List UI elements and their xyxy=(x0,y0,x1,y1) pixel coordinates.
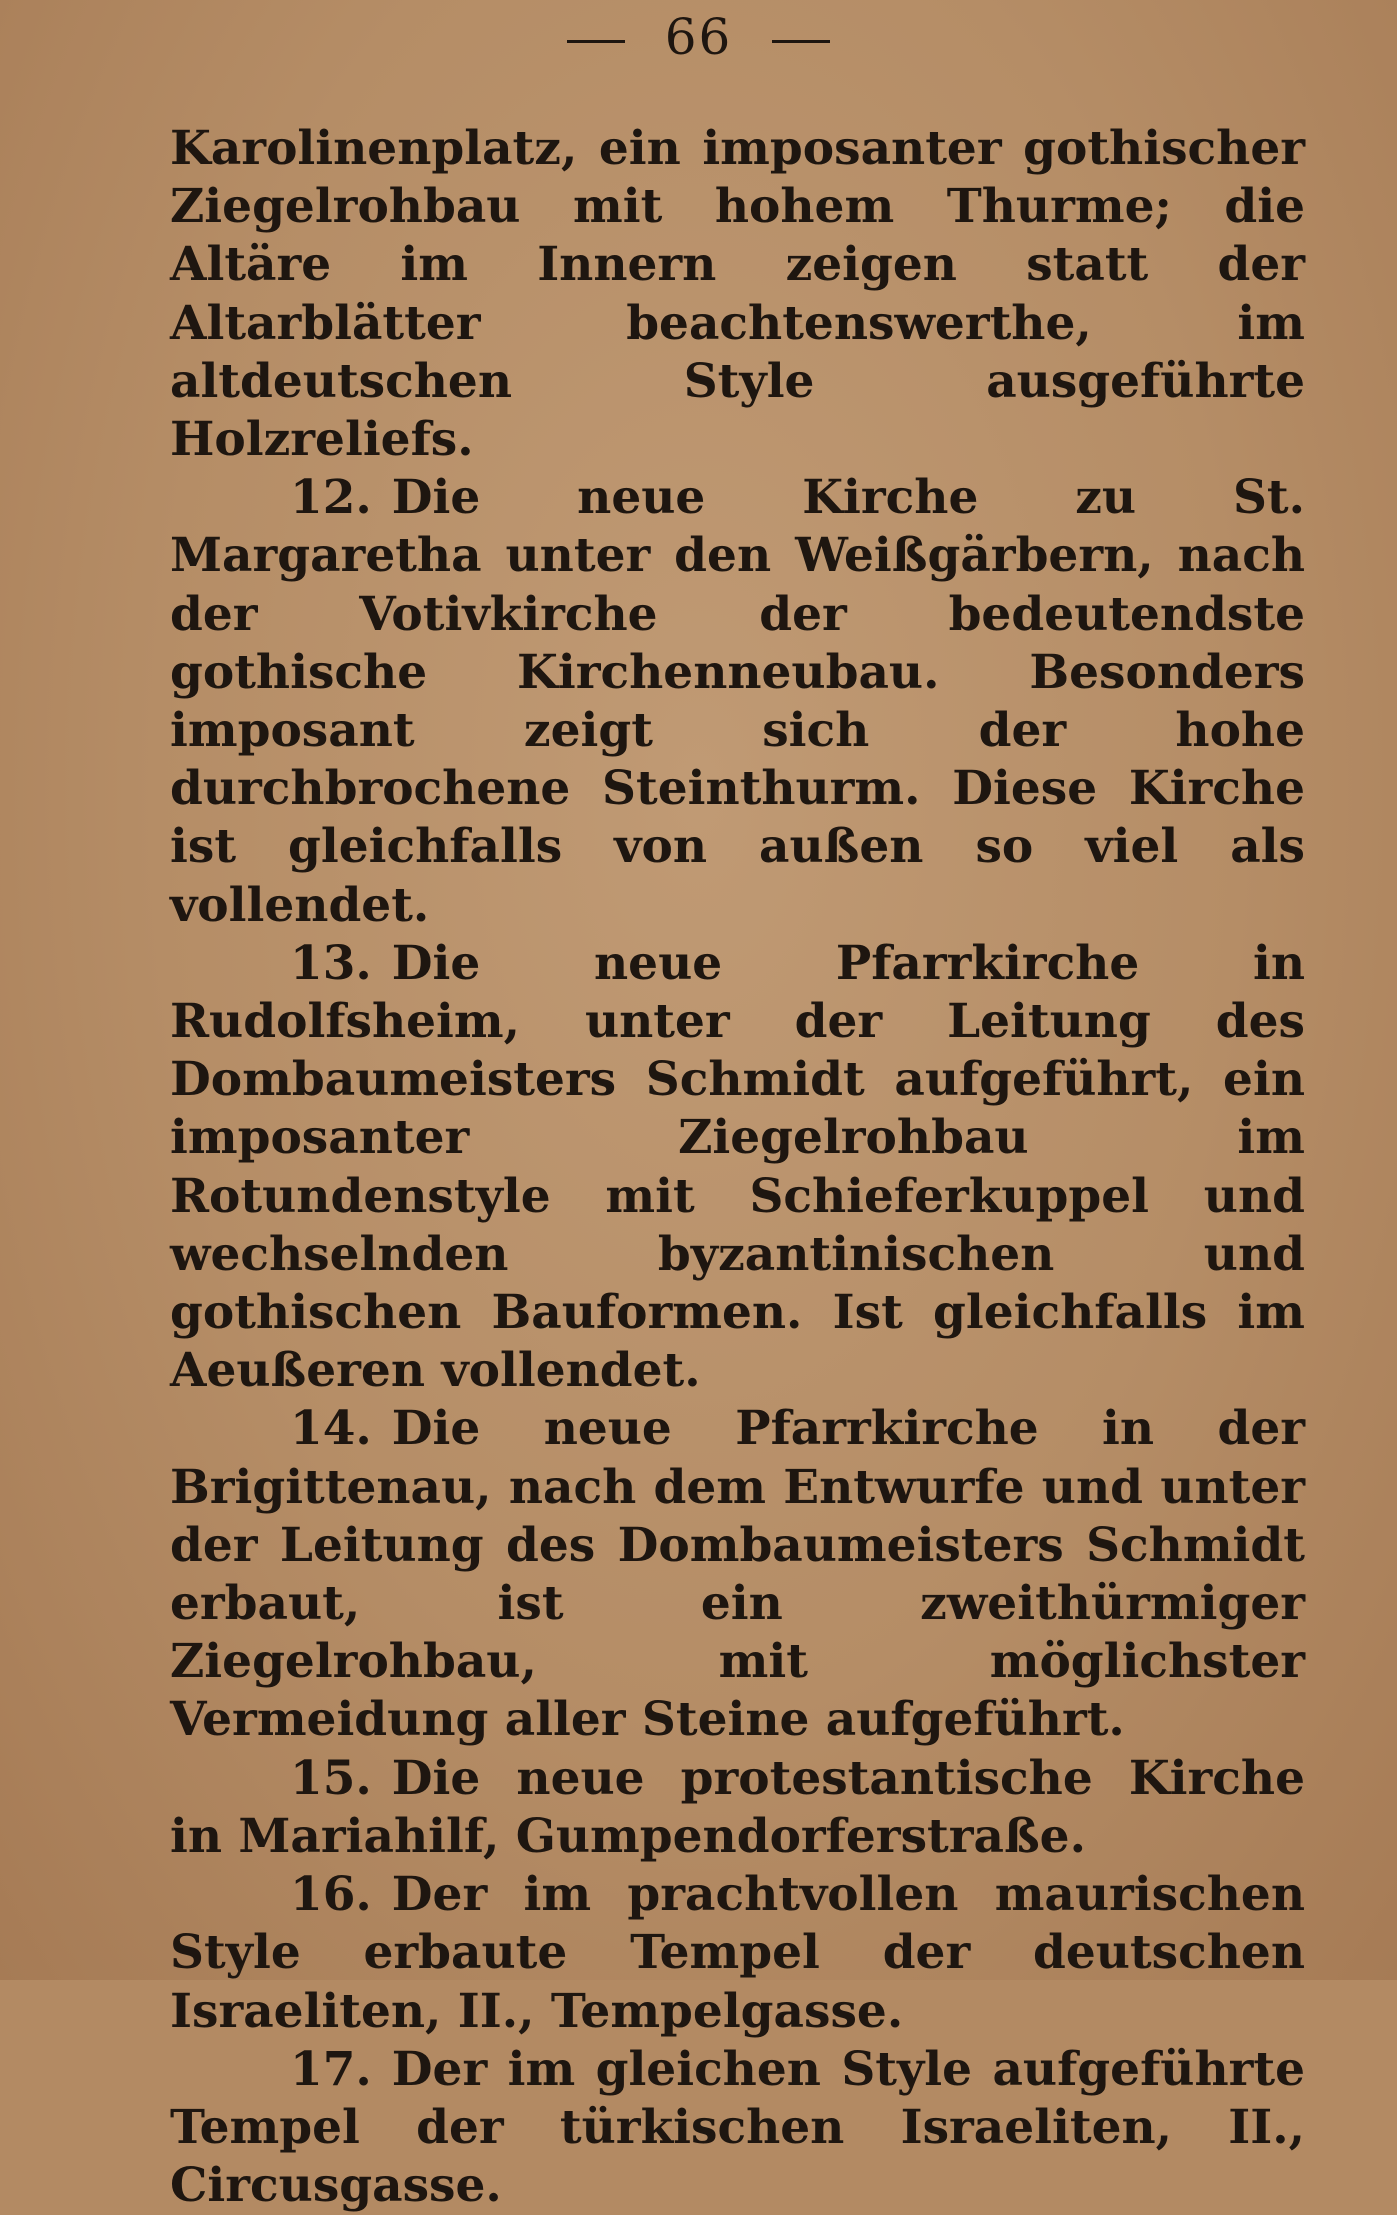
paragraph-number: 16. xyxy=(290,1867,372,1923)
paragraph-text: Die neue Pfarrkirche in Rudolfsheim, unter der Leitung des Dombaumeisters Schmidt aufgeführt, ein imposanter Ziegelrohbau im Rotundenstyle mit Schieferkuppel und wechselnden byzantinischen und gothischen Bauformen. Ist gleichfalls im Aeußeren vollendet. xyxy=(170,935,1305,1399)
paragraph-number: 13. xyxy=(290,935,372,991)
paragraph-15 xyxy=(170,1750,1305,1866)
paragraph-13 xyxy=(170,935,1305,1401)
paragraph-number: 15. xyxy=(290,1750,372,1806)
page-number-header xyxy=(0,8,1397,66)
paragraph-17 xyxy=(170,2041,1305,2215)
paragraph-text: Die neue protestantische Kirche in Mariahilf, Gumpendorferstraße. xyxy=(170,1750,1305,1864)
right-dash xyxy=(772,40,830,43)
paragraph-16 xyxy=(170,1866,1305,2041)
paragraph-14 xyxy=(170,1400,1305,1749)
paragraph-number: 14. xyxy=(290,1401,372,1457)
paragraph-continuation xyxy=(170,120,1305,469)
paragraph-text: Die neue Kirche zu St. Margaretha unter den Weißgärbern, nach der Votivkirche der bedeutendste gothische Kirchenneubau. Besonders imposant zeigt sich der hohe durchbrochene Steinthurm. Diese Kirche ist gleichfalls von außen so viel als vollendet. xyxy=(170,470,1305,933)
paragraph-number: 17. xyxy=(290,2041,372,2097)
paragraph-number: 12. xyxy=(290,470,372,526)
body-text xyxy=(170,120,1305,2215)
page-number: 66 xyxy=(664,8,733,66)
paragraph-text: Der im prachtvollen maurischen Style erbaute Tempel der deutschen Israeliten, II., Tempelgasse. xyxy=(170,1867,1305,2039)
paragraph-text: Die neue Pfarrkirche in der Brigittenau, nach dem Entwurfe und unter der Leitung des Dombaumeisters Schmidt erbaut, ist ein zweithürmiger Ziegelrohbau, mit möglichster Vermeidung aller Steine aufgeführt. xyxy=(170,1401,1305,1748)
paragraph-text: Karolinenplatz, ein imposanter gothischer Ziegelrohbau mit hohem Thurme; die Altäre im Innern zeigen statt der Altarblätter beachtenswerthe, im altdeutschen Style ausgeführte Holzreliefs. xyxy=(170,121,1305,468)
left-dash xyxy=(567,40,625,43)
paragraph-text: Der im gleichen Style aufgeführte Tempel der türkischen Israeliten, II., Circusgasse. xyxy=(170,2041,1305,2214)
paragraph-12 xyxy=(170,469,1305,935)
